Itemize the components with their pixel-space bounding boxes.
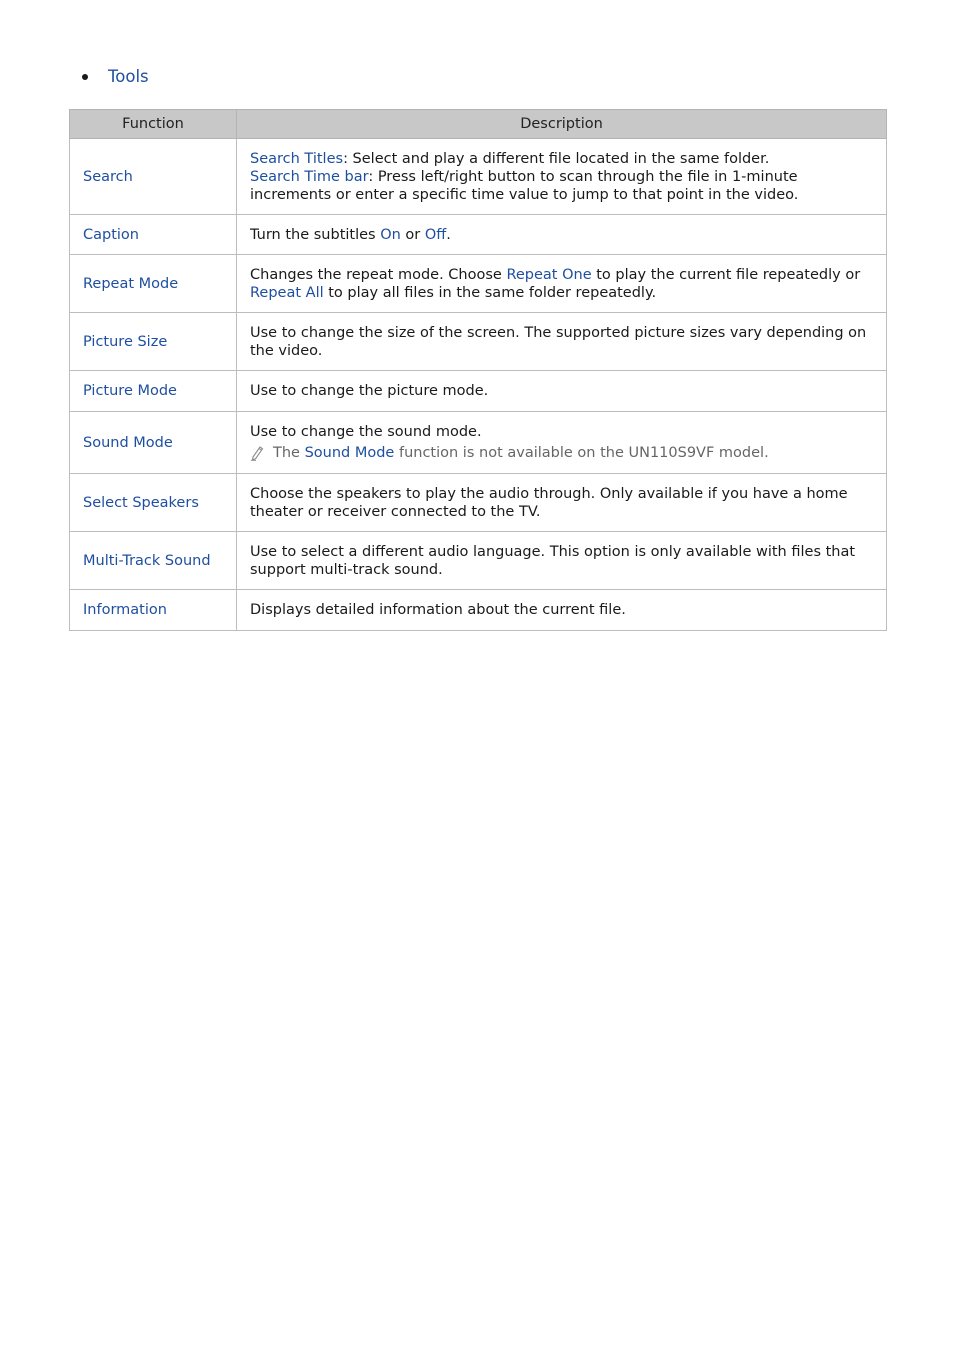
- table-row: [70, 139, 887, 215]
- description-cell: [237, 215, 887, 255]
- tools-table: [69, 109, 887, 631]
- function-cell: Picture Mode: [70, 371, 237, 412]
- term-repeat-all: Repeat All: [250, 284, 324, 301]
- table-row: [70, 215, 887, 255]
- desc-text: Use to change the sound mode.: [250, 424, 482, 440]
- function-cell: Picture Size: [70, 313, 237, 371]
- table-row: [70, 590, 887, 631]
- desc-text: : Press left/right button to scan through the file in 1-minute increments or enter a specific time value to jump to that point in the video.: [250, 168, 799, 203]
- description-cell: Use to change the picture mode.: [237, 371, 887, 412]
- description-cell: [237, 412, 887, 474]
- desc-text: to play the current file repeatedly or: [591, 266, 861, 283]
- note-text: The: [273, 445, 305, 461]
- table-row: [70, 255, 887, 313]
- table-row: [70, 532, 887, 590]
- desc-text: or: [400, 226, 425, 243]
- desc-text: Changes the repeat mode. Choose: [250, 266, 507, 283]
- desc-text: to play all files in the same folder repeatedly.: [323, 284, 657, 301]
- table-row: [70, 313, 887, 371]
- bullet-icon: [82, 74, 88, 80]
- description-cell: Use to select a different audio language. This option is only available with files that support multi-track sound.: [237, 532, 887, 590]
- term-off: Off: [424, 226, 447, 243]
- function-cell: Select Speakers: [70, 474, 237, 532]
- description-cell: Choose the speakers to play the audio through. Only available if you have a home theater or receiver connected to the TV.: [237, 474, 887, 532]
- desc-text: .: [446, 226, 451, 243]
- note-text: function is not available on the UN110S9VF model.: [394, 445, 769, 461]
- note: [250, 444, 874, 462]
- description-cell: [237, 139, 887, 215]
- table-row: [70, 412, 887, 474]
- table-header-row: [70, 110, 887, 139]
- desc-text: : Select and play a different file located in the same folder.: [343, 150, 770, 167]
- function-cell: Information: [70, 590, 237, 631]
- function-cell: Sound Mode: [70, 412, 237, 474]
- desc-text: Turn the subtitles: [250, 226, 381, 243]
- header-function: Function: [70, 110, 237, 139]
- function-cell: Repeat Mode: [70, 255, 237, 313]
- function-cell: Search: [70, 139, 237, 215]
- description-cell: Use to change the size of the screen. The supported picture sizes vary depending on the video.: [237, 313, 887, 371]
- heading-text: Tools: [108, 66, 149, 86]
- term-search-time-bar: Search Time bar: [250, 168, 369, 185]
- description-cell: [237, 255, 887, 313]
- header-description: Description: [237, 110, 887, 139]
- function-cell: Caption: [70, 215, 237, 255]
- term-repeat-one: Repeat One: [506, 266, 592, 283]
- function-cell: Multi-Track Sound: [70, 532, 237, 590]
- term-search-titles: Search Titles: [250, 150, 344, 167]
- description-cell: Displays detailed information about the current file.: [237, 590, 887, 631]
- section-heading: [82, 64, 149, 88]
- term-on: On: [380, 226, 401, 243]
- table-row: [70, 371, 887, 412]
- term-sound-mode: Sound Mode: [304, 445, 395, 461]
- pencil-icon: [250, 445, 264, 461]
- table-row: [70, 474, 887, 532]
